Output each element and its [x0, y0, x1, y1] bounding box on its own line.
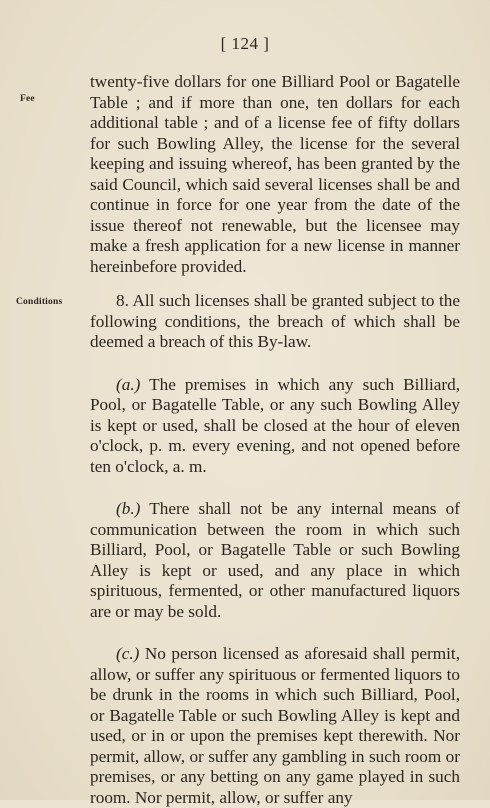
- condition-c-marker: (c.): [116, 644, 140, 663]
- margin-note-conditions: Conditions: [16, 297, 63, 307]
- paragraph-section-8: 8. All such licenses shall be granted subject to the following conditions, the breach of which shall be deemed a breach of this By-law.: [90, 291, 460, 351]
- condition-b-text: There shall not be any internal means of communication between the room in which such Billiard, Pool, or Bagatelle Table or such Bowling Alley is kept or used, and any place in which spirituous, fermented, or other manufactured liquors are or may be sold.: [90, 499, 460, 621]
- paragraph-condition-a: [90, 375, 460, 478]
- paragraph-condition-c: [90, 644, 460, 808]
- condition-a-text: The premises in which any such Billiard, Pool, or Bagatelle Table, or any such Bowling Alley is kept or used, shall be closed at the hour of eleven o'clock, p. m. every evening, and not opened before ten o'clock, a. m.: [90, 374, 460, 476]
- page-number: [ 124 ]: [220, 34, 270, 53]
- condition-c-text: No person licensed as aforesaid shall permit, allow, or suffer any spirituous or fermented liquors to be drunk in the rooms in which such Billiard, Pool, or Bagatelle Table or such Bowling Alley is kept and used, or in or upon the premises kept therewith. Nor permit, allow, or suffer any gambling in such room or premises, or any betting on any game played in such room. Nor permit, allow, or suffer any: [90, 644, 460, 807]
- body-text: [90, 72, 460, 808]
- paragraph-condition-b: [90, 499, 460, 622]
- margin-note-fee: Fee: [20, 94, 35, 104]
- condition-b-marker: (b.): [116, 499, 141, 518]
- condition-a-marker: (a.): [116, 374, 141, 394]
- paragraph-fee-continuation: twenty-five dollars for one Billiard Pool or Bagatelle Table ; and if more than one, ten dollars for each additional table ; and of a license fee of fifty dollars for such Bowling Alley, the license for the several keeping and issuing whereof, has been granted by the said Council, which said several licenses shall be and continue in force for one year from the date of the issue thereof not renewable, but the licensee may make a fresh application for a new license in manner hereinbefore provided.: [90, 72, 460, 276]
